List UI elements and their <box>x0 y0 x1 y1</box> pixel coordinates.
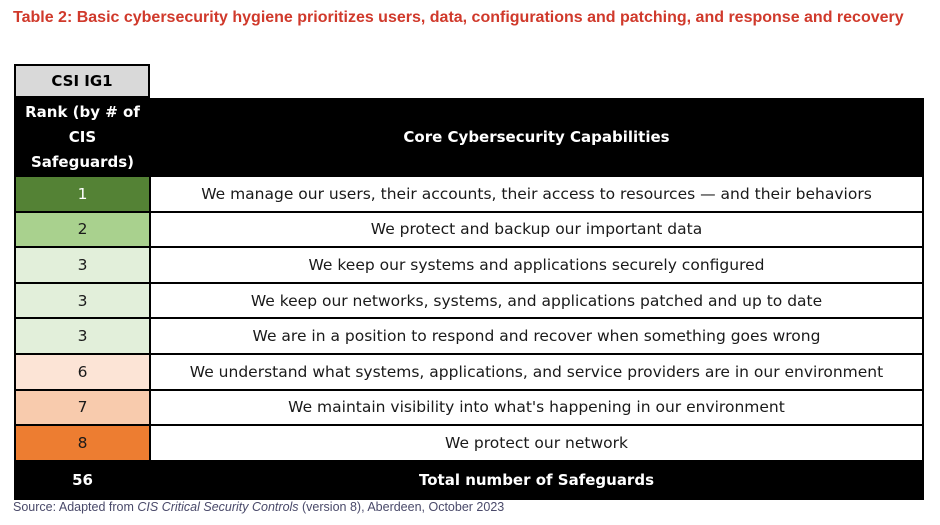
csi-ig1-label: CSI IG1 <box>14 64 150 98</box>
total-label: Total number of Safeguards <box>150 461 923 499</box>
rank-cell: 3 <box>15 247 150 283</box>
source-suffix: (version 8), Aberdeen, October 2023 <box>298 500 505 514</box>
source-title: CIS Critical Security Controls <box>137 500 299 514</box>
table-row <box>15 390 923 426</box>
rank-cell: 2 <box>15 212 150 248</box>
source-note <box>13 500 504 514</box>
capability-cell: We keep our systems and applications securely configured <box>150 247 923 283</box>
capabilities-table <box>14 98 924 500</box>
total-row <box>15 461 923 499</box>
rank-header: Rank (by # of CIS Safeguards) <box>15 99 150 176</box>
capability-cell: We protect our network <box>150 425 923 461</box>
table-title: Table 2: Basic cybersecurity hygiene prioritizes users, data, configurations and patching, and response and recovery <box>13 9 904 26</box>
capability-cell: We maintain visibility into what's happening in our environment <box>150 390 923 426</box>
capability-cell: We protect and backup our important data <box>150 212 923 248</box>
total-value: 56 <box>15 461 150 499</box>
table-row <box>15 212 923 248</box>
header-row <box>15 99 923 176</box>
rank-cell: 1 <box>15 176 150 212</box>
capability-cell: We keep our networks, systems, and applications patched and up to date <box>150 283 923 319</box>
capability-cell: We manage our users, their accounts, their access to resources — and their behaviors <box>150 176 923 212</box>
table-row <box>15 425 923 461</box>
rank-cell: 7 <box>15 390 150 426</box>
table-row <box>15 354 923 390</box>
capability-cell: We understand what systems, applications, and service providers are in our environment <box>150 354 923 390</box>
table-row <box>15 176 923 212</box>
rank-cell: 6 <box>15 354 150 390</box>
capabilities-header: Core Cybersecurity Capabilities <box>150 99 923 176</box>
table-row <box>15 283 923 319</box>
rank-cell: 3 <box>15 318 150 354</box>
table-row <box>15 318 923 354</box>
capability-cell: We are in a position to respond and recover when something goes wrong <box>150 318 923 354</box>
rank-cell: 8 <box>15 425 150 461</box>
table-row <box>15 247 923 283</box>
rank-cell: 3 <box>15 283 150 319</box>
source-prefix: Source: Adapted from <box>13 500 138 514</box>
